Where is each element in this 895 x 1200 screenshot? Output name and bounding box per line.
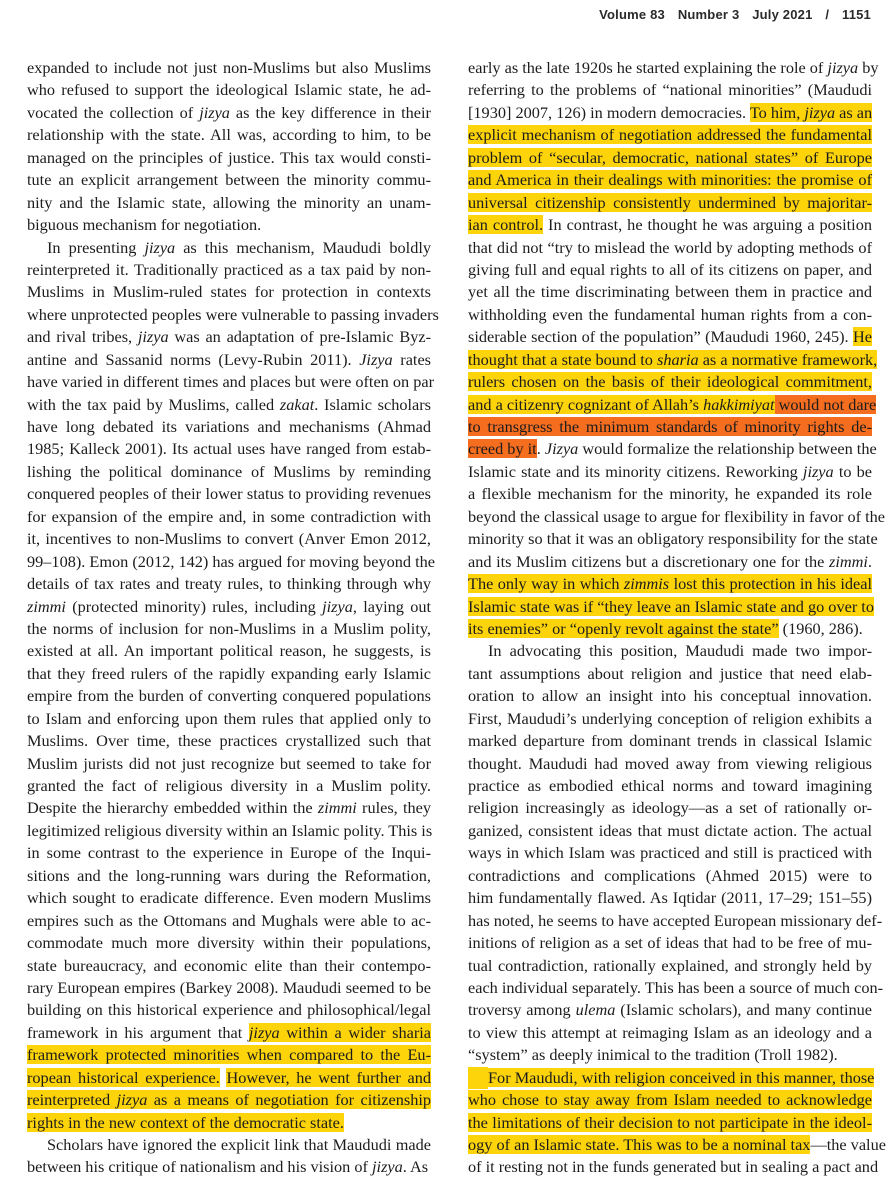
text-line xyxy=(468,596,872,618)
text-segment: granted the fact of religious diversity in a Muslim polity. xyxy=(27,776,431,795)
highlighted-text: the limitations of their decision to not participate in the ideol- xyxy=(468,1112,872,1132)
highlighted-text: ian control. xyxy=(468,215,544,235)
text-segment: oration to allow an insight into his conceptual innovation. xyxy=(468,686,872,706)
text-segment: , laying out xyxy=(352,596,432,616)
text-segment: lishing the political dominance of Muslims by reminding xyxy=(27,461,431,481)
header-date: July 2021 xyxy=(752,7,813,22)
italic-term: ulema xyxy=(575,1000,616,1020)
text-line xyxy=(468,910,883,932)
text-line xyxy=(27,237,431,259)
highlighted-text: framework protected minorities when compared to the Eu- xyxy=(27,1045,431,1065)
text-line xyxy=(468,102,872,124)
text-line xyxy=(27,102,431,124)
italic-term: zimmi xyxy=(829,551,868,571)
text-line xyxy=(27,1112,431,1134)
text-segment: state bureaucracy, and economic elite than their contempo- xyxy=(27,955,431,975)
text-line xyxy=(27,147,431,169)
highlighted-text: Islamic state was if “they leave an Islamic state and go over to xyxy=(468,596,874,616)
text-segment: nity and the Islamic state, allowing the minority an unam- xyxy=(27,192,431,212)
highlighted-text: rulers chosen on the basis of their ideological commitment, xyxy=(468,372,872,392)
text-line xyxy=(27,865,431,887)
highlighted-text: its enemies” or “openly revolt against the state” xyxy=(468,618,779,638)
text-segment: framework in his argument that xyxy=(27,1022,249,1042)
text-line xyxy=(468,551,872,573)
text-line xyxy=(27,214,431,236)
italic-term: jizya xyxy=(199,102,230,122)
highlighted-text: The only way in which xyxy=(468,574,624,594)
highlighted-text: within a wider sharia xyxy=(279,1022,432,1042)
highlighted-text: as an xyxy=(835,102,873,122)
text-line xyxy=(27,438,431,460)
text-segment: by xyxy=(858,58,879,77)
text-line xyxy=(468,887,872,909)
text-line xyxy=(27,1067,431,1089)
text-segment: beyond the classical usage to argue for flexibility in favor of the xyxy=(468,506,886,526)
text-line xyxy=(468,708,872,730)
text-line xyxy=(27,394,431,416)
text-line xyxy=(468,685,872,707)
text-segment: as this mechanism, Maududi boldly xyxy=(175,237,431,257)
text-line xyxy=(27,955,431,977)
text-line xyxy=(468,753,872,775)
highlighted-text: universal citizenship consistently undermined by majoritar- xyxy=(468,192,872,212)
text-line xyxy=(468,438,877,460)
text-segment: which sought to eradicate difference. Even modern Muslims xyxy=(27,888,431,908)
text-line xyxy=(468,281,872,303)
text-line xyxy=(468,1022,872,1044)
text-segment: biguous mechanism for negotiation. xyxy=(27,215,262,235)
text-segment: him fundamentally flawed. As Iqtidar (2011, 17–29; 151–55) xyxy=(468,888,872,908)
text-line xyxy=(27,281,431,303)
highlighted-text: thought that a state bound to xyxy=(468,349,658,369)
text-line xyxy=(468,618,872,640)
text-segment: tant assumptions about religion and justice that need elab- xyxy=(468,663,872,683)
text-segment: rates xyxy=(392,349,432,369)
text-line xyxy=(27,708,431,730)
italic-term: Jizya xyxy=(359,349,393,369)
text-segment: commodate much more diversity within their populations, xyxy=(27,933,431,953)
text-segment: 99–108). Emon (2012, 142) has argued for moving beyond the xyxy=(27,551,436,571)
text-line xyxy=(27,596,431,618)
text-segment: tual contradiction, rationally explained, and strongly held by xyxy=(468,955,872,975)
text-segment: “system” as deeply inimical to the tradition (Troll 1982). xyxy=(468,1045,838,1065)
italic-term: jizya xyxy=(322,596,353,616)
text-segment: ganized, consistent ideas that must dictate action. The actual xyxy=(468,820,872,840)
text-segment: contradictions and complications (Ahmed 2015) were to xyxy=(468,865,872,885)
text-line xyxy=(27,124,431,146)
text-line xyxy=(27,1044,431,1066)
highlighted-text: creed by it xyxy=(468,439,537,459)
text-line xyxy=(468,57,879,79)
text-segment: to be xyxy=(833,461,872,481)
text-segment: empire from the burden of converting conquered populations xyxy=(27,686,431,706)
text-line xyxy=(468,169,872,191)
text-segment: have varied in different times and places but were often on par xyxy=(27,372,435,392)
highlighted-text: reinterpreted xyxy=(27,1090,117,1110)
text-line xyxy=(468,349,878,371)
text-segment: yet all the time discriminating between them in practice and xyxy=(468,282,872,302)
text-segment: empires such as the Ottomans and Mughals were able to ac- xyxy=(27,910,431,930)
text-line xyxy=(468,326,872,348)
text-line xyxy=(27,349,431,371)
text-segment: where unprotected peoples were vulnerable to passing invaders xyxy=(27,304,439,324)
text-segment: (protected minority) rules, including xyxy=(65,596,323,616)
text-line xyxy=(27,730,431,752)
text-segment: and rival tribes, xyxy=(27,327,138,347)
text-line xyxy=(468,214,872,236)
text-segment: early as the late 1920s he started explaining the role of xyxy=(468,58,828,77)
text-segment: minority so that it was an obligatory responsibility for the state xyxy=(468,529,878,549)
text-segment: relationship with the state. All was, according to him, to be xyxy=(27,125,431,145)
text-segment: marked departure from dominant trends in classical Islamic xyxy=(468,731,872,751)
text-line xyxy=(468,1156,879,1178)
text-segment: in some contrast to the experience in Europe of the Inqui- xyxy=(27,843,431,863)
text-line xyxy=(468,528,878,550)
highlighted-text: jizya xyxy=(804,102,836,122)
text-line xyxy=(27,192,431,214)
highlighted-text: as a means of negotiation for citizenship xyxy=(147,1090,432,1110)
text-segment: (Islamic scholars), and many continue xyxy=(615,1000,873,1020)
text-segment: of it resting not in the funds generated but in sealing a pact and xyxy=(468,1157,879,1177)
text-line xyxy=(468,1067,875,1089)
italic-term: Jizya xyxy=(544,439,579,459)
text-segment: tute an explicit arrangement between the minority commu- xyxy=(27,170,431,190)
text-line xyxy=(468,461,872,483)
text-segment: Muslims. Over time, these practices crystallized such that xyxy=(27,731,431,751)
text-segment: —the value xyxy=(810,1135,886,1154)
highlighted-text: and America in their dealings with minorities: the promise of xyxy=(468,170,872,190)
highlighted-text: For Maududi, with religion conceived in this manner, those xyxy=(488,1067,875,1087)
text-segment: building on this historical experience and philosophical/legal xyxy=(27,1000,431,1020)
highlighted-text: zimmis xyxy=(623,574,670,594)
text-segment: Despite the hierarchy embedded within the xyxy=(27,798,318,818)
text-segment: Scholars have ignored the explicit link that Maududi made xyxy=(47,1135,431,1154)
running-header xyxy=(590,7,871,22)
highlighted-text: jizya xyxy=(248,1022,280,1042)
highlighted-text: explicit mechanism of negotiation addressed the fundamental xyxy=(468,125,872,145)
text-line xyxy=(27,551,436,573)
highlighted-text: to transgress the minimum standards of minority rights de- xyxy=(468,417,872,436)
text-segment: each individual separately. This has been a source of much con- xyxy=(468,977,884,997)
text-line xyxy=(468,124,872,146)
text-line xyxy=(468,797,872,819)
text-segment: to view this attempt at reimaging Islam as an ideology and a xyxy=(468,1022,872,1042)
text-line xyxy=(27,887,431,909)
text-line xyxy=(27,573,431,595)
text-segment: withholding even the fundamental human rights from a con- xyxy=(468,304,872,324)
text-line xyxy=(27,910,431,932)
text-line xyxy=(27,618,431,640)
text-segment: that did not “try to mislead the world by adopting methods of xyxy=(468,237,872,257)
text-line xyxy=(468,820,872,842)
header-separator: / xyxy=(825,7,830,22)
text-segment: who refused to support the ideological Islamic state, he ad- xyxy=(27,80,431,100)
highlighted-text: sharia xyxy=(657,349,699,369)
text-line xyxy=(27,461,431,483)
italic-term: zimmi xyxy=(317,798,357,818)
text-segment: rary European empires (Barkey 2008). Maududi seemed to be xyxy=(27,977,431,997)
highlighted-text: would not dare xyxy=(774,394,877,414)
italic-term: jizya xyxy=(137,327,169,347)
text-segment: it, incentives to non-Muslims to convert (Anver Emon 2012, xyxy=(27,529,431,549)
text-line xyxy=(468,483,872,505)
text-line xyxy=(468,730,872,752)
text-segment: with the tax paid by Muslims, called xyxy=(27,394,280,414)
text-segment: 1985; Kalleck 2001). Its actual uses have ranged from estab- xyxy=(27,439,431,459)
text-segment: rules, they xyxy=(356,798,432,818)
text-segment: and its Muslim citizens but a discretionary one for the xyxy=(468,551,830,571)
text-line xyxy=(27,977,431,999)
text-segment: for expansion of the empire and, in some contradiction with xyxy=(27,506,431,526)
text-line xyxy=(27,999,431,1021)
highlighted-text: To him, xyxy=(749,102,805,122)
text-segment: In contrast, he thought he was arguing a position xyxy=(543,215,872,235)
text-segment: ways in which Islam was practiced and still is practiced with xyxy=(468,843,872,863)
text-segment: existed at all. An important political reason, he suggests, is xyxy=(27,641,431,661)
text-segment: . As xyxy=(402,1157,429,1177)
text-line xyxy=(468,1044,872,1066)
text-segment: thought. Maududi had moved away from viewing religious xyxy=(468,753,872,773)
italic-term: zakat xyxy=(279,394,315,414)
text-line xyxy=(27,663,431,685)
text-segment: details of tax rates and treaty rules, to thinking through why xyxy=(27,574,431,594)
text-segment: to Islam and enforcing upon them rules that applied only to xyxy=(27,708,431,728)
italic-term: jizya xyxy=(802,461,834,481)
highlighted-text: hakkimiyat xyxy=(703,394,775,414)
text-line xyxy=(468,304,872,326)
text-segment: [1930] 2007, 126) in modern democracies. xyxy=(468,102,750,122)
text-segment: troversy among xyxy=(468,1000,576,1020)
text-line xyxy=(27,506,431,528)
text-segment: initions of religion as a set of ideas that had to be free of mu- xyxy=(468,933,872,953)
text-line xyxy=(27,528,431,550)
text-line xyxy=(27,483,431,505)
header-number: Number 3 xyxy=(677,7,740,22)
highlighted-text: ropean historical experience. xyxy=(27,1067,220,1087)
highlight-indent xyxy=(468,1067,488,1089)
text-line xyxy=(468,394,877,416)
text-line xyxy=(27,259,431,281)
italic-term: jizya xyxy=(827,58,859,77)
text-segment: . xyxy=(867,551,872,571)
text-segment: religion increasingly as ideology—as a set of rationally or- xyxy=(468,798,872,818)
text-line xyxy=(27,820,431,842)
header-volume: Volume 83 xyxy=(599,7,665,22)
text-line xyxy=(27,57,431,79)
text-line xyxy=(468,999,872,1021)
text-segment: have long debated its variations and mechanisms (Ahmad xyxy=(27,417,431,436)
text-segment: In presenting xyxy=(47,237,145,257)
text-line xyxy=(468,506,886,528)
text-segment: siderable section of the population” (Maududi 1960, 245). xyxy=(468,327,854,347)
highlighted-text: as a normative framework, xyxy=(698,349,878,369)
text-segment: Islamic state and its minority citizens. Reworking xyxy=(468,461,803,481)
text-line xyxy=(468,1112,872,1134)
text-line xyxy=(27,842,431,864)
text-line xyxy=(468,573,872,595)
text-line xyxy=(27,79,431,101)
text-line xyxy=(27,753,431,775)
text-line xyxy=(468,977,884,999)
text-line xyxy=(27,169,431,191)
text-segment: would formalize the relationship between the xyxy=(578,439,877,459)
text-line xyxy=(27,1022,431,1044)
highlighted-text: jizya xyxy=(116,1090,148,1110)
text-line xyxy=(468,1134,886,1156)
highlighted-text: and a citizenry cognizant of Allah’s xyxy=(468,394,704,414)
text-line xyxy=(27,775,431,797)
highlighted-text: lost this protection in his ideal xyxy=(669,574,872,594)
italic-term: jizya xyxy=(372,1157,403,1177)
right-column xyxy=(468,57,886,1179)
text-line xyxy=(468,237,872,259)
text-segment: that they freed rulers of the rapidly expanding early Islamic xyxy=(27,663,431,683)
text-segment: as the key difference in their xyxy=(229,102,431,122)
text-line xyxy=(468,416,872,438)
text-line xyxy=(27,1089,431,1111)
text-segment: giving full and equal rights to all of its citizens on paper, and xyxy=(468,259,872,279)
text-segment: the norms of inclusion for non-Muslims in a Muslim polity, xyxy=(27,618,431,638)
text-line xyxy=(468,371,872,393)
text-segment: referring to the problems of “national minorities” (Maududi xyxy=(468,80,872,100)
highlighted-text: However, he went further and xyxy=(226,1067,432,1087)
text-line xyxy=(468,775,872,797)
highlighted-text: rights in the new context of the democratic state. xyxy=(27,1112,344,1132)
text-segment: In advocating this position, Maududi made two impor- xyxy=(488,641,872,661)
text-line xyxy=(468,192,872,214)
text-segment: managed on the principles of justice. This tax would consti- xyxy=(27,147,431,167)
italic-term: jizya xyxy=(144,237,176,257)
text-line xyxy=(27,371,435,393)
text-line xyxy=(27,416,431,438)
text-segment: . xyxy=(536,439,545,459)
text-segment: has noted, he seems to have accepted European missionary def- xyxy=(468,910,883,930)
text-segment: conquered peoples of their lower status to providing revenues xyxy=(27,484,431,504)
text-line xyxy=(468,932,872,954)
text-segment: legitimized religious diversity within an Islamic polity. This is xyxy=(27,820,433,840)
text-line xyxy=(27,326,431,348)
text-segment: antine and Sassanid norms (Levy-Rubin 2011). xyxy=(27,349,360,369)
highlighted-text: He xyxy=(853,327,872,347)
left-column xyxy=(27,57,439,1179)
text-segment: Muslims in Muslim-ruled states for protection in contexts xyxy=(27,282,431,302)
text-line xyxy=(468,259,872,281)
text-line xyxy=(27,932,431,954)
text-segment: . Islamic scholars xyxy=(314,394,432,414)
text-segment: between his critique of nationalism and his vision of xyxy=(27,1157,373,1177)
text-line xyxy=(468,865,872,887)
text-line xyxy=(468,79,872,101)
text-segment: First, Maududi’s underlying conception of religion exhibits a xyxy=(468,708,872,728)
text-line xyxy=(27,1134,431,1156)
text-segment: practice as embodied ethical norms and toward imagining xyxy=(468,776,872,795)
text-line xyxy=(27,685,431,707)
text-line xyxy=(27,1156,431,1178)
text-line xyxy=(468,1089,872,1111)
text-segment: expanded to include not just non-Muslims but also Muslims xyxy=(27,58,431,77)
text-segment: sitions and the long-running wars during the Reformation, xyxy=(27,865,431,885)
italic-term: zimmi xyxy=(27,596,66,616)
highlighted-text: ogy of an Islamic state. This was to be a nominal tax xyxy=(468,1135,811,1154)
highlighted-text: who chose to stay away from Islam needed to acknowledge xyxy=(468,1090,872,1110)
text-line xyxy=(27,640,431,662)
text-line xyxy=(468,842,872,864)
text-segment: reinterpreted it. Traditionally practiced as a tax paid by non- xyxy=(27,259,431,279)
text-segment: vocated the collection of xyxy=(27,102,200,122)
text-line xyxy=(468,640,872,662)
text-line xyxy=(27,304,439,326)
text-segment: (1960, 286). xyxy=(778,618,863,638)
text-segment: was an adaptation of pre-Islamic Byz- xyxy=(168,327,431,347)
text-segment: a flexible mechanism for the minority, he expanded its role xyxy=(468,484,872,504)
highlighted-text: problem of “secular, democratic, national states” of Europe xyxy=(468,147,872,167)
header-page-number: 1151 xyxy=(841,7,871,22)
text-line xyxy=(27,797,431,819)
text-line xyxy=(468,955,872,977)
text-line xyxy=(468,147,872,169)
text-segment: Muslim jurists did not just recognize but seemed to take for xyxy=(27,753,431,773)
text-line xyxy=(468,663,872,685)
